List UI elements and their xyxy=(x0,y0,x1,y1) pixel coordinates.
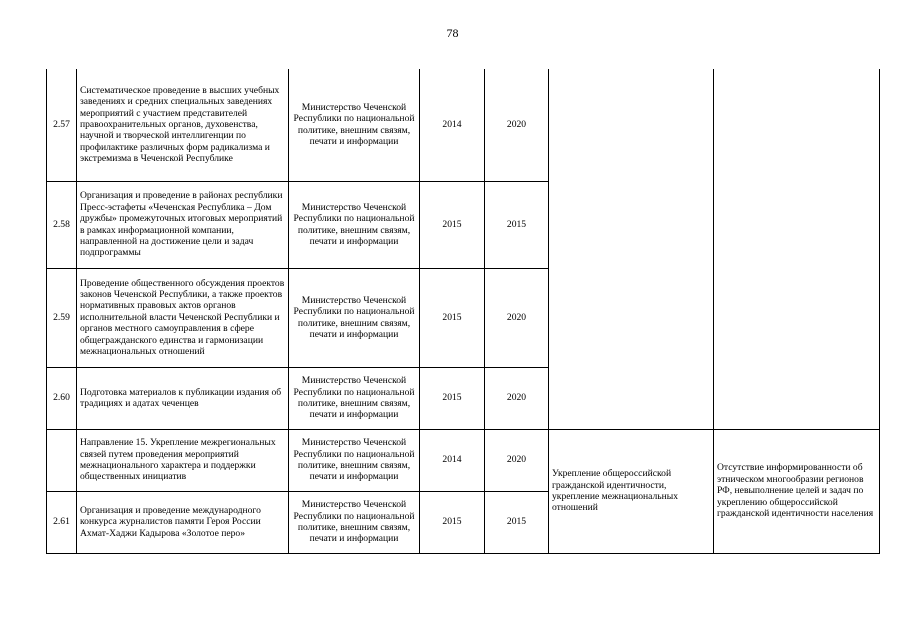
measure-description: Организация и проведение в районах республики Пресс-эстафеты «Чеченская Республика – Дом дружбы» промежуточных итоговых мероприятий в рамках информационной компании, направленной на достижение цели и задач подпрограммы xyxy=(77,181,289,268)
end-year: 2020 xyxy=(485,367,549,429)
row-number xyxy=(47,429,77,491)
expected-result-empty xyxy=(549,69,714,429)
end-year: 2020 xyxy=(485,429,549,491)
measure-description: Систематическое проведение в высших учебных заведениях и средних специальных заведениях мероприятий с участием представителей правоохранительных органов, духовенства, научной и творческой интеллигенции по профилактике различных форм радикализма и экстремизма в Чеченской Республике xyxy=(77,69,289,181)
start-year: 2014 xyxy=(420,69,485,181)
executor: Министерство Чеченской Республики по национальной политике, внешним связям, печати и информации xyxy=(289,268,420,367)
executor: Министерство Чеченской Республики по национальной политике, внешним связям, печати и информации xyxy=(289,69,420,181)
end-year: 2020 xyxy=(485,268,549,367)
row-number: 2.60 xyxy=(47,367,77,429)
page-number: 78 xyxy=(446,26,459,40)
expected-result: Укрепление общероссийской гражданской идентичности, укрепление межнациональных отношений xyxy=(549,429,714,553)
row-number: 2.58 xyxy=(47,181,77,268)
direction-description: Направление 15. Укрепление межрегиональных связей путем проведения мероприятий межнационального характера и поддержки общественных инициатив xyxy=(77,429,289,491)
executor: Министерство Чеченской Республики по национальной политике, внешним связям, печати и информации xyxy=(289,491,420,553)
executor: Министерство Чеченской Республики по национальной политике, внешним связям, печати и информации xyxy=(289,181,420,268)
end-year: 2015 xyxy=(485,491,549,553)
row-number: 2.61 xyxy=(47,491,77,553)
measure-description: Подготовка материалов к публикации издания об традициях и адатах чеченцев xyxy=(77,367,289,429)
table-row xyxy=(47,429,880,491)
end-year: 2020 xyxy=(485,69,549,181)
row-number: 2.57 xyxy=(47,69,77,181)
start-year: 2015 xyxy=(420,181,485,268)
start-year: 2015 xyxy=(420,268,485,367)
table-row xyxy=(47,69,880,181)
executor: Министерство Чеченской Республики по национальной политике, внешним связям, печати и информации xyxy=(289,367,420,429)
measures-table xyxy=(46,69,880,554)
start-year: 2015 xyxy=(420,491,485,553)
measure-description: Организация и проведение международного конкурса журналистов памяти Героя России Ахмат-Хаджи Кадырова «Золотое перо» xyxy=(77,491,289,553)
row-number: 2.59 xyxy=(47,268,77,367)
risk-description: Отсутствие информированности об этническом многообразии регионов РФ, невыполнение целей и задач по укреплению общероссийской гражданской идентичности населения xyxy=(714,429,880,553)
end-year: 2015 xyxy=(485,181,549,268)
start-year: 2014 xyxy=(420,429,485,491)
executor: Министерство Чеченской Республики по национальной политике, внешним связям, печати и информации xyxy=(289,429,420,491)
risk-empty xyxy=(714,69,880,429)
measure-description: Проведение общественного обсуждения проектов законов Чеченской Республики, а также проектов нормативных правовых актов органов исполнительной власти Чеченской Республики и органов местного самоуправления в сфере общегражданского единства и гармонизации межнациональных отношений xyxy=(77,268,289,367)
start-year: 2015 xyxy=(420,367,485,429)
